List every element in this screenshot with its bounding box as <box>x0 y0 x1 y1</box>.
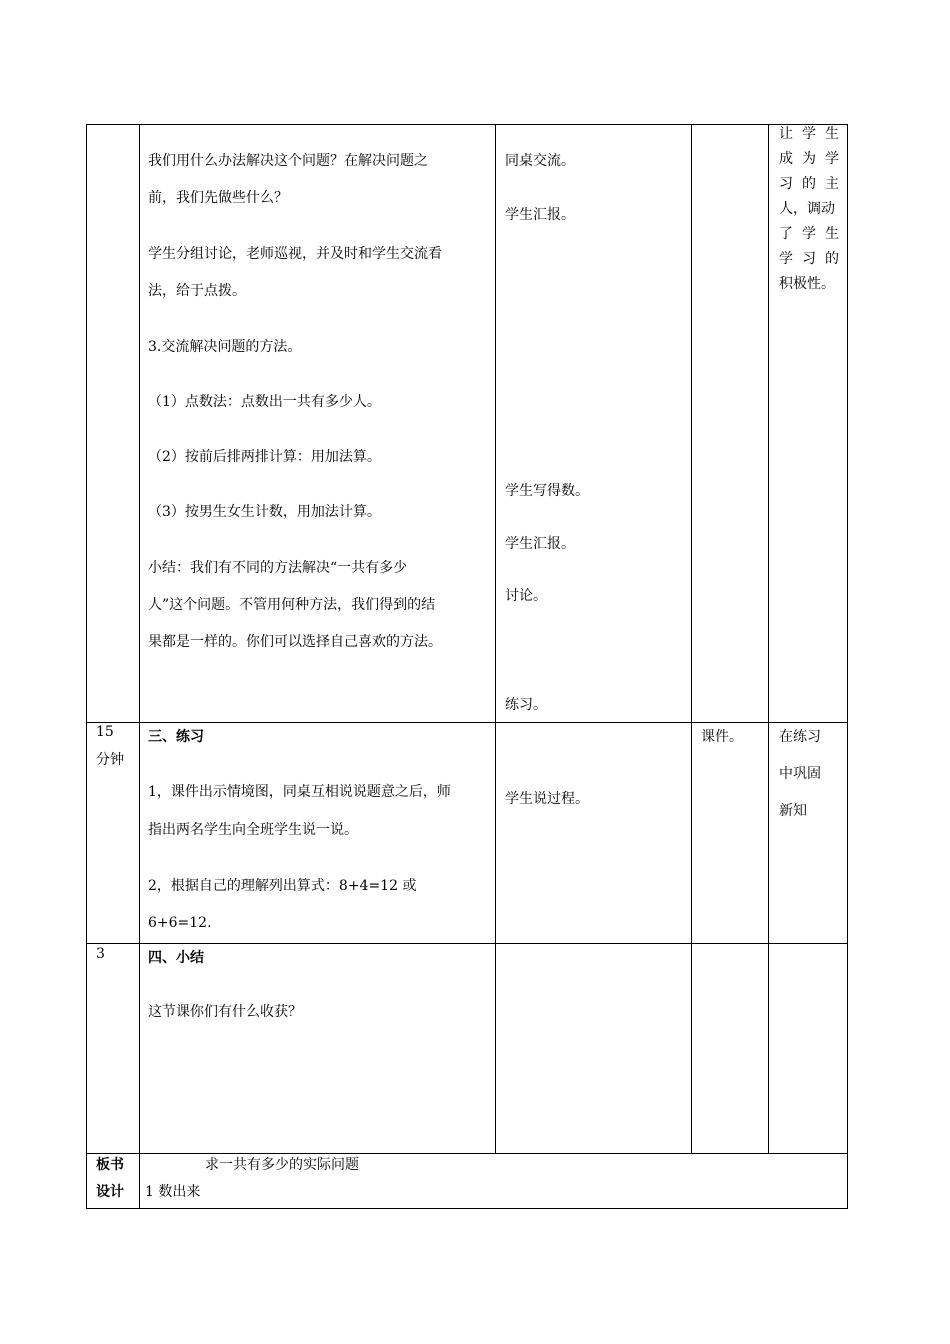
intent-line: 中巩固 <box>779 766 821 782</box>
process-text-line: 3.交流解决问题的方法。 <box>148 339 302 355</box>
media-cell: 课件。 <box>701 729 743 745</box>
process-text-line: （2）按前后排两排计算：用加法算。 <box>148 449 381 465</box>
student-activity: 学生汇报。 <box>505 536 575 552</box>
section-heading: 四、小结 <box>148 950 204 966</box>
table-bottom-border <box>86 1208 848 1209</box>
row-divider-2 <box>86 943 848 944</box>
row-divider-3 <box>86 1153 848 1154</box>
time-cell: 3 <box>96 946 105 962</box>
process-text-line: 前，我们先做些什么？ <box>148 190 288 206</box>
intent-line: 了 学 生 <box>779 226 839 242</box>
intent-line: 新知 <box>779 803 807 819</box>
board-title: 求一共有多少的实际问题 <box>205 1157 359 1173</box>
intent-line: 成 为 学 <box>779 151 839 167</box>
process-text-line: （3）按男生女生计数，用加法计算。 <box>148 504 381 520</box>
process-text-line: 小结：我们有不同的方法解决“一共有多少 <box>148 560 408 576</box>
section-heading: 三、练习 <box>148 729 204 745</box>
process-text-line: 这节课你们有什么收获？ <box>148 1004 302 1020</box>
process-text-line: 指出两名学生向全班学生说一说。 <box>148 822 358 838</box>
intent-line: 学 习 的 <box>779 251 839 267</box>
board-label: 板书 <box>96 1157 124 1173</box>
time-cell: 分钟 <box>96 752 124 768</box>
process-text-line: 2，根据自己的理解列出算式：8+4=12 或 <box>148 878 417 894</box>
process-text-line: 果都是一样的。你们可以选择自己喜欢的方法。 <box>148 634 442 650</box>
intent-line: 人，调动 <box>779 201 835 217</box>
student-activity: 练习。 <box>505 697 547 713</box>
process-text-line: 6+6=12. <box>148 915 212 931</box>
process-text-line: 1，课件出示情境图，同桌互相说说题意之后，师 <box>148 784 451 800</box>
row-divider-1 <box>86 722 848 723</box>
time-cell: 15 <box>96 724 114 740</box>
column-divider-media <box>768 124 769 1154</box>
board-label: 设计 <box>96 1184 124 1200</box>
intent-line: 在练习 <box>779 729 821 745</box>
student-activity: 学生写得数。 <box>505 483 589 499</box>
column-divider-student <box>691 124 692 1154</box>
column-divider-time <box>139 124 140 1209</box>
column-divider-process <box>495 124 496 1154</box>
student-activity: 讨论。 <box>505 588 547 604</box>
table-left-border <box>86 124 87 1209</box>
student-activity: 学生汇报。 <box>505 207 575 223</box>
process-text-line: 人”这个问题。不管用何种方法，我们得到的结 <box>148 597 436 613</box>
intent-line: 让 学 生 <box>779 126 839 142</box>
board-line: 1 数出来 <box>145 1184 201 1200</box>
table-top-border <box>86 124 848 125</box>
student-activity: 学生说过程。 <box>505 791 589 807</box>
intent-line: 习 的 主 <box>779 176 839 192</box>
process-text-line: 学生分组讨论，老师巡视，并及时和学生交流看 <box>148 246 442 262</box>
table-right-border <box>847 124 848 1209</box>
process-text-line: （1）点数法：点数出一共有多少人。 <box>148 394 381 410</box>
process-text-line: 法，给于点拨。 <box>148 283 246 299</box>
student-activity: 同桌交流。 <box>505 153 575 169</box>
process-text-line: 我们用什么办法解决这个问题？在解决问题之 <box>148 153 428 169</box>
intent-line: 积极性。 <box>779 276 835 292</box>
